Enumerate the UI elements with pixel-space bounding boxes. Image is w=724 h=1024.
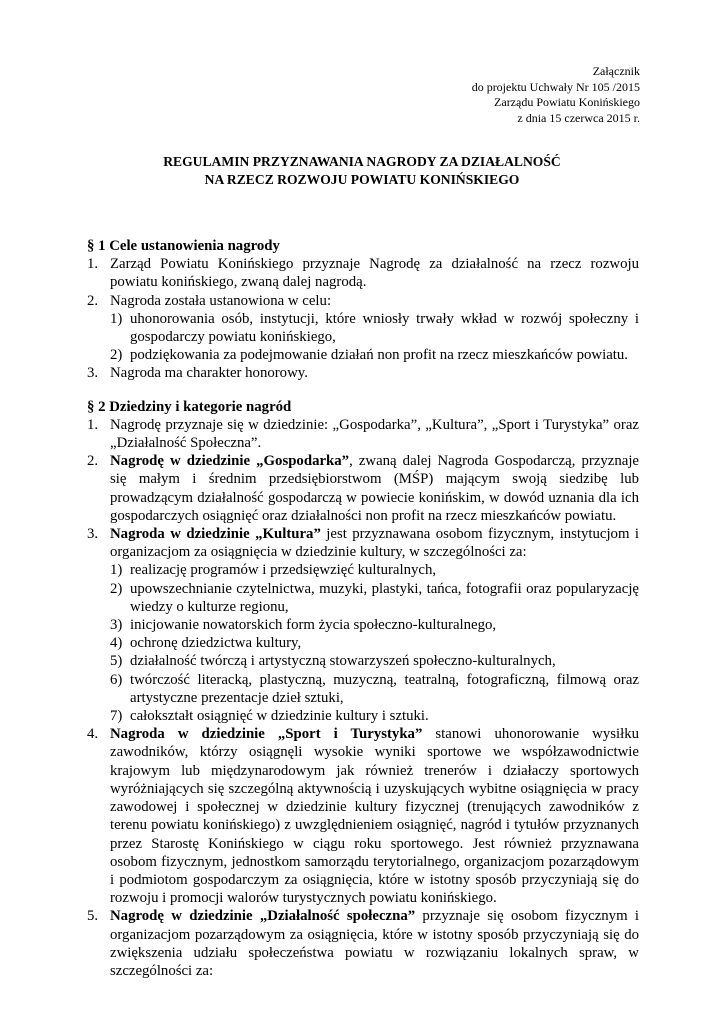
annex-line-3: Zarządu Powiatu Konińskiego — [494, 95, 640, 109]
annex-line-2: do projektu Uchwały Nr 105 /2015 — [471, 79, 640, 94]
item-text: Nagroda została ustanowiona w celu: — [110, 292, 332, 309]
item-text — [110, 725, 639, 907]
list-item — [87, 255, 639, 291]
section-1-heading: § 1 Cele ustanowienia nagrody — [87, 238, 280, 254]
subitem-text: podziękowania za podejmowanie działań non profit na rzecz mieszkańców powiatu. — [130, 347, 628, 364]
subitem-number: 5) — [110, 653, 123, 670]
item-text: Nagrodę przyznaje się w dziedzinie: „Gospodarka”, „Kultura”, „Sport i Turystyka” oraz „Działalność Społeczna”. — [110, 416, 639, 452]
sub-list-item — [87, 561, 639, 579]
item-text — [110, 907, 639, 980]
item-rest: przyznaje się osobom fizycznym i organizacjom pozarządowym za osiągnięcia, które w istotny sposób przyczyniają się do zwiększenia udziału społeczeństwa powiatu w rozwiązaniu lokalnych spraw, w szczególności za: — [110, 908, 639, 979]
subitem-number: 6) — [110, 671, 123, 688]
list-item — [87, 364, 639, 382]
list-item — [87, 907, 639, 980]
list-item — [87, 416, 639, 452]
sub-list-item — [87, 310, 639, 346]
subitem-number: 2) — [110, 580, 123, 597]
subitem-number: 2) — [110, 347, 123, 364]
item-text: Zarząd Powiatu Konińskiego przyznaje Nagrodę za działalność na rzecz rozwoju powiatu konińskiego, zwaną dalej nagrodą. — [110, 256, 639, 291]
subitem-number: 3) — [110, 617, 123, 634]
item-bold-lead: Nagroda w dziedzinie „Kultura” — [110, 526, 321, 543]
section-gap — [87, 383, 639, 398]
document-title — [0, 153, 724, 189]
subitem-text: działalność twórczą i artystyczną stowarzyszeń społeczno-kulturalnych, — [130, 653, 556, 670]
item-text: Nagroda ma charakter honorowy. — [110, 365, 308, 382]
subitem-text: uhonorowania osób, instytucji, które wniosły trwały wkład w rozwój społeczny i gospodarczy powiatu konińskiego, — [130, 310, 639, 346]
annex-header — [472, 64, 640, 126]
sub-list-item — [87, 580, 639, 616]
item-number: 1. — [87, 256, 99, 273]
item-number: 4. — [87, 726, 99, 743]
subitem-text: realizację programów i przedsięwzięć kulturalnych, — [130, 562, 437, 579]
title-line-1: REGULAMIN PRZYZNAWANIA NAGRODY ZA DZIAŁALNOŚĆ — [163, 154, 561, 169]
sub-list-item — [87, 346, 639, 364]
item-bold-lead: Nagrodę w dziedzinie „Gospodarka” — [110, 453, 350, 470]
item-number: 3. — [87, 526, 99, 543]
item-text — [110, 525, 639, 561]
list-item — [87, 725, 639, 907]
list-item — [87, 525, 639, 561]
subitem-text: upowszechnianie czytelnictwa, muzyki, plastyki, tańca, fotografii oraz popularyzację wiedzy o kulturze regionu, — [130, 580, 639, 615]
section-2-heading: § 2 Dziedziny i kategorie nagród — [87, 398, 292, 415]
item-rest: , zwaną dalej Nagroda Gospodarczą, przyznaje się małym i średnim przedsiębiorstwom (MŚP) mającym swoją siedzibę lub prowadzącym działalność gospodarczą w powiecie konińskim, w dowód uznania dla ich gospodarczych osiągnięć oraz działalności non profit na rzecz mieszkańców powiatu. — [110, 453, 639, 524]
sub-list-item — [87, 671, 639, 707]
sub-list-item — [87, 634, 639, 652]
subitem-text: całokształt osiągnięć w dziedzinie kultury i sztuki. — [130, 708, 429, 725]
item-bold-lead: Nagrodę w dziedzinie „Działalność społeczna” — [110, 908, 416, 925]
sub-list-item — [87, 616, 639, 634]
annex-line-1: Załącznik — [592, 64, 640, 78]
item-number: 2. — [87, 292, 99, 309]
list-item — [87, 452, 639, 525]
document-body — [87, 237, 639, 980]
sub-list-item — [87, 707, 639, 725]
sub-list-item — [87, 652, 639, 670]
title-line-2: NA RZECZ ROZWOJU POWIATU KONIŃSKIEGO — [204, 172, 520, 187]
subitem-text: inicjowanie nowatorskich form życia społeczno-kulturalnego, — [130, 617, 497, 634]
item-number: 3. — [87, 365, 99, 382]
annex-line-4: z dnia 15 czerwca 2015 r. — [517, 110, 640, 125]
subitem-text: twórczość literacką, plastyczną, muzyczną, teatralną, fotograficzną, filmową oraz artystyczne prezentacje dzieł sztuki, — [130, 671, 639, 706]
item-bold-lead: Nagroda w dziedzinie „Sport i Turystyka” — [110, 726, 423, 743]
item-number: 2. — [87, 453, 99, 470]
item-rest: stanowi uhonorowanie wysiłku zawodników, którzy osiągnęli wysokie wyniki sportowe we współzawodnictwie krajowym lub międzynarodowym jak również trenerów i działaczy sportowych wyróżniających się szczególną aktywnością i uzyskujących wybitne osiągnięcia w pracy zawodowej i społecznej w dziedzinie kultury fizycznej (trenujących zawodników z terenu powiatu konińskiego) z uwzględnieniem osiągnięć, nagród i tytułów przyznanych przez Starostę Konińskiego w ciągu roku sportowego. Jest również przyznawana osobom fizycznym, jednostkom samorządu terytorialnego, organizacjom pozarządowym i podmiotom gospodarczym za osiągnięcia, które w istotny sposób przyczyniają się do rozwoju i promocji walorów turystycznych powiatu konińskiego. — [110, 726, 639, 907]
list-item — [87, 292, 639, 310]
subitem-text: ochronę dziedzictwa kultury, — [130, 635, 302, 652]
subitem-number: 4) — [110, 635, 123, 652]
item-text — [110, 452, 639, 525]
item-rest: jest przyznawana osobom fizycznym, instytucjom i organizacjom za osiągnięcia w dziedzinie kultury, w szczególności za: — [110, 526, 639, 561]
item-number: 5. — [87, 908, 99, 925]
subitem-number: 1) — [110, 310, 123, 327]
subitem-number: 1) — [110, 562, 123, 579]
subitem-number: 7) — [110, 708, 123, 725]
item-number: 1. — [87, 416, 99, 433]
